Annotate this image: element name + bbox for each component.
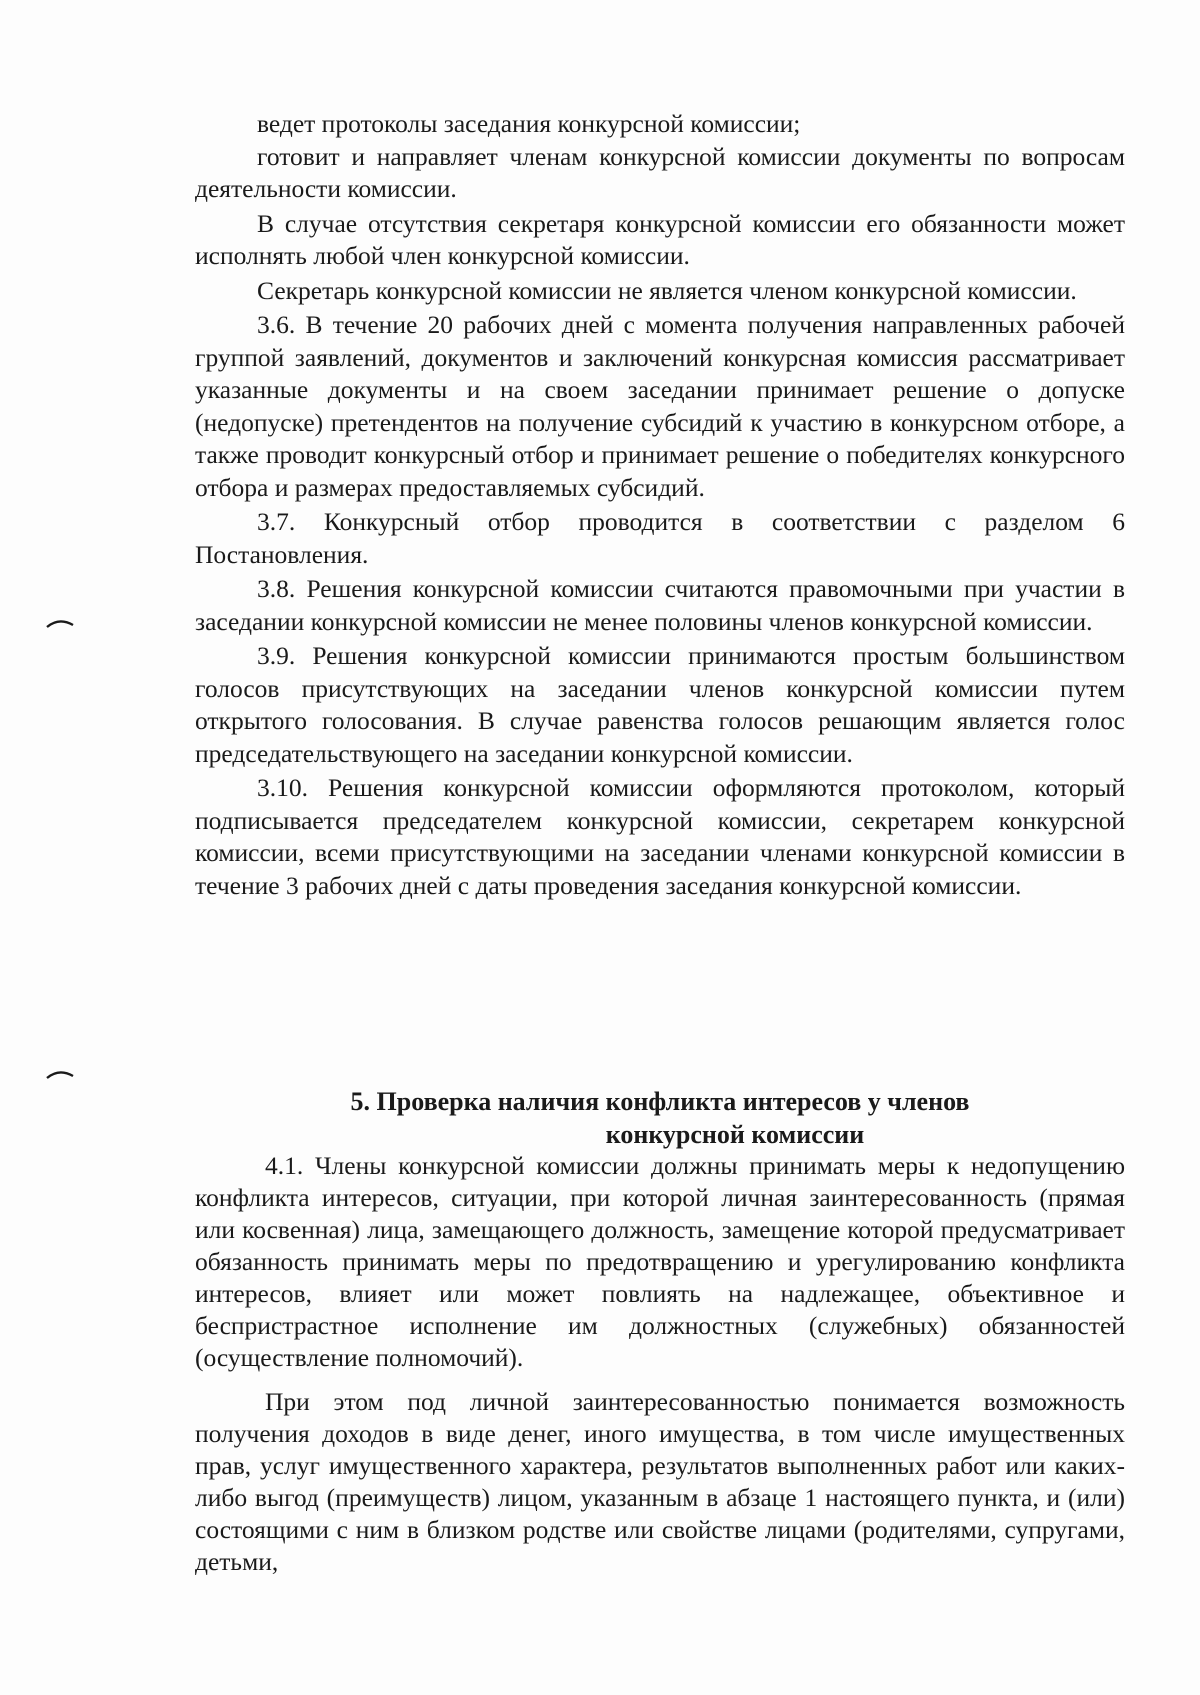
paragraph: Секретарь конкурсной комиссии не является членом конкурсной комиссии. <box>257 275 1077 305</box>
paragraph: 3.7. Конкурсный отбор проводится в соответствии с разделом 6 Постановления. <box>195 507 1125 569</box>
paragraph: 4.1. Члены конкурсной комиссии должны принимать меры к недопущению конфликта интересов, ситуации, при которой личная заинтересованность (прямая или косвенная) лица, замещающего должность, замещение которой предусматривает обязанность принимать меры по предотвращению и урегулированию конфликта интересов, влияет или может повлиять на надлежащее, объективное и беспристрастное исполнение им должностных (служебных) обязанностей (осуществление полномочий). <box>195 1151 1125 1372</box>
paragraph: ведет протоколы заседания конкурсной комиссии; <box>257 109 801 138</box>
paragraph: 3.8. Решения конкурсной комиссии считаются правомочными при участии в заседании конкурсной комиссии не менее половины членов конкурсной комиссии. <box>195 574 1125 636</box>
section-heading-line-2: конкурсной комиссии <box>605 1120 865 1149</box>
margin-scan-mark-icon <box>45 1068 75 1080</box>
paragraph: 3.9. Решения конкурсной комиссии принимаются простым большинством голосов присутствующих на заседании членов конкурсной комиссии путем открытого голосования. В случае равенства голосов решающим является голос председательствующего на заседании конкурсной комиссии. <box>195 641 1125 768</box>
margin-scan-mark-icon <box>45 617 75 629</box>
body-text-bottom <box>195 1150 1125 1578</box>
paragraph: готовит и направляет членам конкурсной комиссии документы по вопросам деятельности комиссии. <box>195 141 1125 203</box>
paragraph: 3.10. Решения конкурсной комиссии оформляются протоколом, который подписывается председателем конкурсной комиссии, секретарем конкурсной комиссии, всеми присутствующими на заседании членами конкурсной комиссии в течение 3 рабочих дней с даты проведения заседания конкурсной комиссии. <box>195 773 1125 900</box>
paragraph: При этом под личной заинтересованностью понимается возможность получения доходов в виде денег, иного имущества, в том числе имущественных прав, услуг имущественного характера, результатов выполненных работ или каких-либо выгод (преимуществ) лицом, указанным в абзаце 1 настоящего пункта, и (или) состоящими с ним в близком родстве или свойстве лицами (родителями, супругами, детьми, <box>195 1387 1125 1576</box>
section-heading <box>195 1085 1125 1151</box>
paragraph: В случае отсутствия секретаря конкурсной комиссии его обязанности может исполнять любой член конкурсной комиссии. <box>195 208 1125 270</box>
body-text-top <box>195 108 1125 902</box>
section-heading-line-1: 5. Проверка наличия конфликта интересов у членов <box>350 1087 970 1116</box>
paragraph: 3.6. В течение 20 рабочих дней с момента получения направленных рабочей группой заявлений, документов и заключений конкурсная комиссия рассматривает указанные документы и на своем заседании принимает решение о допуске (недопуске) претендентов на получение субсидий к участию в конкурсном отборе, а также проводит конкурсный отбор и принимает решение о победителях конкурсного отбора и размерах предоставляемых субсидий. <box>195 310 1125 502</box>
